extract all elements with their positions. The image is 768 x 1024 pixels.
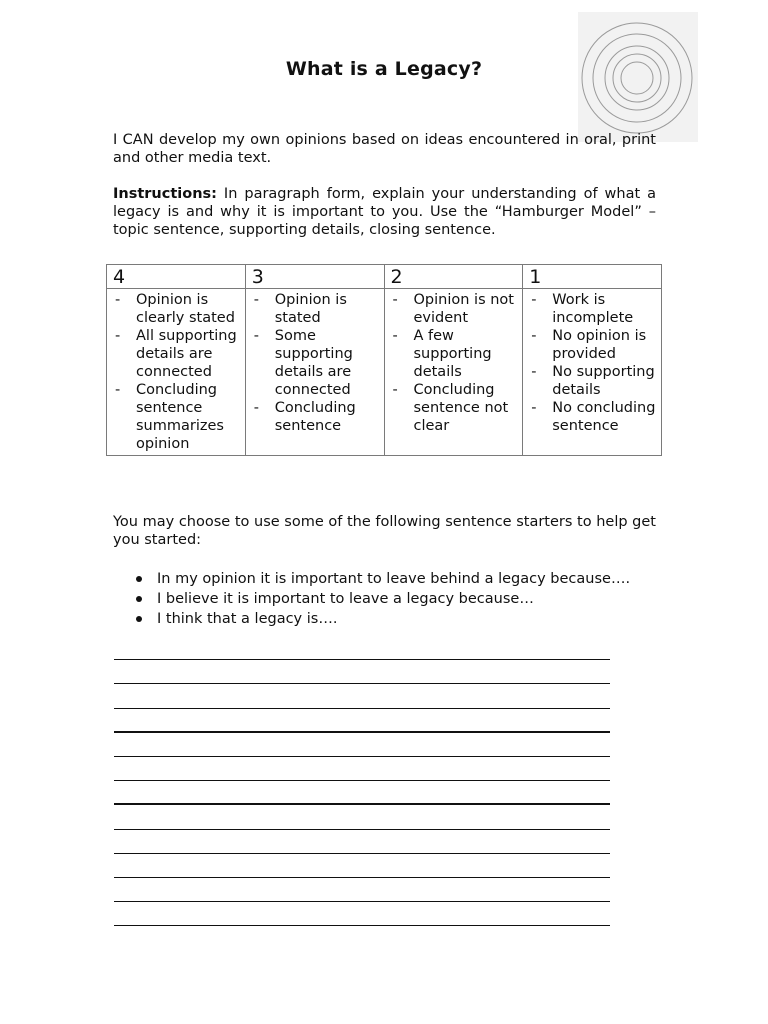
rubric-cell-1 (523, 289, 662, 456)
instructions-label: Instructions: (113, 186, 217, 202)
bullet-icon (136, 596, 142, 602)
sentence-starter-list (133, 569, 630, 629)
rubric-table (106, 264, 662, 456)
criteria-list (389, 291, 521, 435)
writing-line (114, 684, 610, 708)
rubric-cell-3 (245, 289, 384, 456)
rubric-cell-2 (384, 289, 523, 456)
sentence-starter-item (133, 589, 630, 609)
rubric-criteria-row (107, 289, 662, 456)
bullet-icon (136, 576, 142, 582)
sentence-starter-item (133, 609, 630, 629)
criterion-item: - Opinion is not evident (389, 291, 521, 327)
bullet-icon (136, 616, 142, 622)
writing-line (114, 854, 610, 878)
rubric-score-4: 4 (107, 265, 246, 289)
rubric-score-3: 3 (245, 265, 384, 289)
page-title: What is a Legacy? (285, 58, 483, 80)
criterion-item: - Concluding sentence not clear (389, 381, 521, 435)
writing-line (114, 757, 610, 781)
writing-line (114, 709, 610, 733)
criterion-item: - Concluding sentence summarizes opinion (111, 381, 243, 453)
writing-line (114, 781, 610, 805)
criterion-item: - Opinion is stated (250, 291, 382, 327)
writing-line (114, 878, 610, 902)
criterion-item: - All supporting details are connected (111, 327, 243, 381)
writing-line (114, 902, 610, 926)
rubric-header-row (107, 265, 662, 289)
writing-line (114, 636, 610, 660)
starter-intro: You may choose to use some of the following sentence starters to help get you started: (113, 514, 656, 548)
criterion-item: - Work is incomplete (527, 291, 659, 327)
criteria-list (111, 291, 243, 453)
criteria-list (250, 291, 382, 435)
criterion-item: - No concluding sentence (527, 399, 659, 435)
writing-line (114, 805, 610, 829)
criterion-item: - Opinion is clearly stated (111, 291, 243, 327)
rubric-cell-4 (107, 289, 246, 456)
criterion-item: - A few supporting details (389, 327, 521, 381)
criterion-item: - No supporting details (527, 363, 659, 399)
criterion-item: - Some supporting details are connected (250, 327, 382, 399)
criterion-item: - Concluding sentence (250, 399, 382, 435)
criteria-list (527, 291, 659, 435)
sentence-starter-text: In my opinion it is important to leave behind a legacy because…. (157, 571, 631, 587)
can-statement: I CAN develop my own opinions based on ideas encountered in oral, print and other media text. (113, 132, 656, 166)
writing-line (114, 830, 610, 854)
sentence-starter-text: I believe it is important to leave a legacy because… (157, 591, 534, 607)
sentence-starter-text: I think that a legacy is…. (157, 611, 338, 627)
instructions-paragraph (113, 185, 656, 239)
rubric-score-2: 2 (384, 265, 523, 289)
rubric-score-1: 1 (523, 265, 662, 289)
instructions-text: In paragraph form, explain your understanding of what a legacy is and why it is important to you. Use the “Hamburger Model” – topic sentence, supporting details, closing sentence. (113, 186, 656, 238)
sentence-starter-item (133, 569, 630, 589)
writing-line (114, 733, 610, 757)
writing-line (114, 660, 610, 684)
criterion-item: - No opinion is provided (527, 327, 659, 363)
writing-lines (114, 636, 610, 926)
